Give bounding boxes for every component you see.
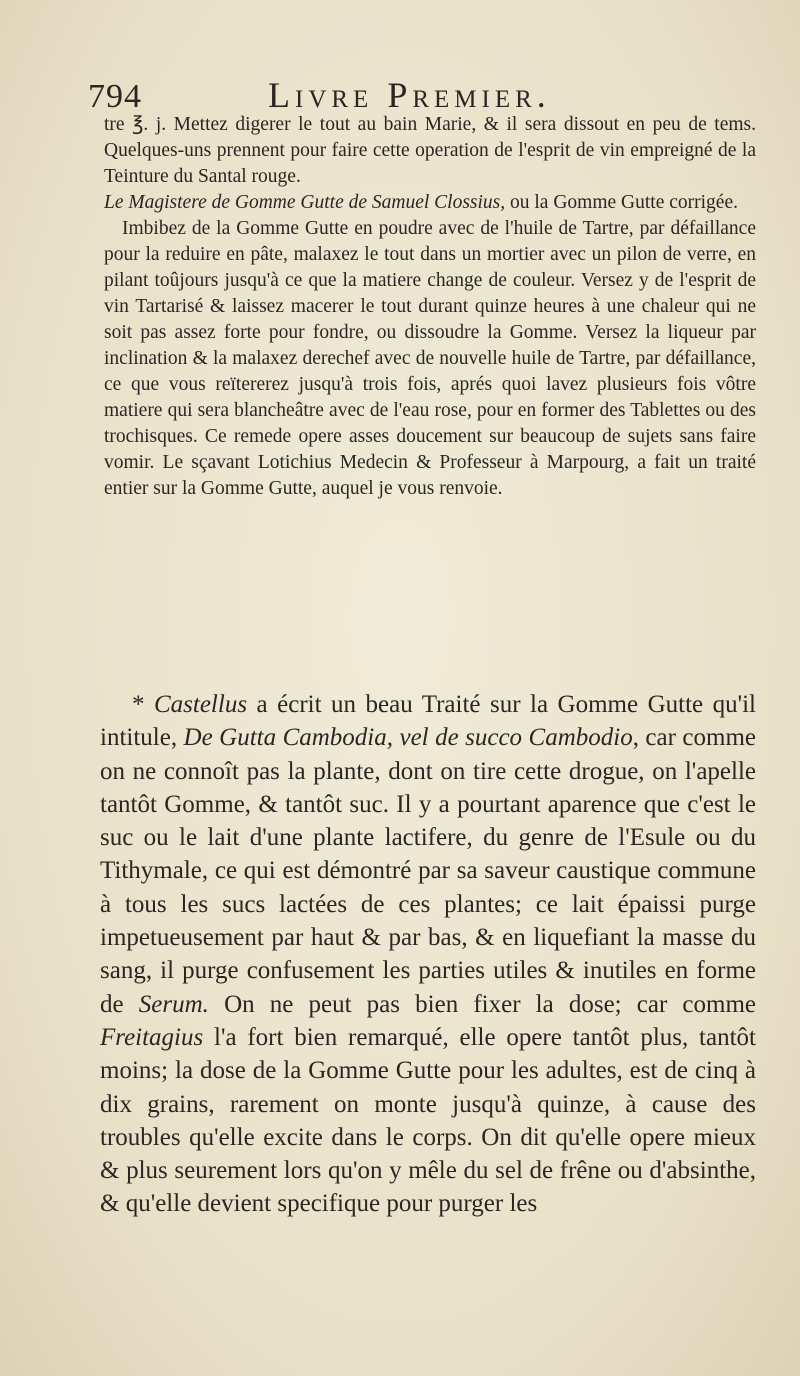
footnote-paragraph [100, 688, 756, 1221]
main-text [104, 112, 756, 502]
footnote-text-2: , car comme on ne connoît pas la plante, dont on tire cette drogue, on l'apelle tantôt Gomme, & tantôt suc. Il y a pourtant aparence que c'est le suc ou le lait d'une plante lactifere, du genre de l'Esule ou du Tithymale, ce qui est démontré par sa saveur caustique commune à tous les sucs lactées de ces plantes; ce lait épaissi purge impetueusement par haut & par bas, & en liquefiant la masse du sang, il purge confusement les parties utiles & inutiles en forme de [100, 724, 756, 1018]
recipe-subtitle [104, 190, 756, 216]
footnote-book-title: De Gutta Cambodia, vel de succo Cambodio [183, 724, 633, 752]
page-number: 794 [88, 78, 142, 115]
footnote-text-1: a écrit un beau Traité sur la Gomme Gutte qu'il intitule, [100, 691, 757, 752]
footnote-freitagius: Freitagius [100, 1023, 204, 1051]
footnote-author: Castellus [153, 691, 248, 718]
recipe-subtitle-italic: Le Magistere de Gomme Gutte de Samuel Clossius, [104, 192, 506, 213]
paragraph-continuation: tre ℥. j. Mettez digerer le tout au bain Marie, & il sera dissout en peu de tems. Quelques-uns prennent pour faire cette operation de l'esprit de vin empreigné de la Teinture du Santal rouge. [104, 114, 756, 187]
paragraph-recipe: Imbibez de la Gomme Gutte en poudre avec de l'huile de Tartre, par défaillance pour la reduire en pâte, malaxez le tout dans un mortier avec un pilon de verre, en pilant toûjours jusqu'à ce que la matiere change de couleur. Versez y de l'esprit de vin Tartarisé & laissez macerer le tout durant quinze heures à une chaleur qui ne soit pas assez forte pour fondre, ou dissoudre la Gomme. Versez la liqueur par inclination & la malaxez derechef avec de nouvelle huile de Tartre, par défaillance, ce que vous reïtererez jusqu'à trois fois, aprés quoi lavez plusieurs fois vôtre matiere qui sera blancheâtre avec de l'eau rose, pour en former des Tablettes ou des trochisques. Ce remede opere asses doucement sur beaucoup de sujets sans faire vomir. Le sçavant Lotichius Medecin & Professeur à Marpourg, a fait un traité entier sur la Gomme Gutte, auquel je vous renvoie. [104, 218, 756, 499]
running-head: Livre Premier. [268, 75, 551, 115]
footnote-serum: Serum. [138, 990, 209, 1018]
recipe-subtitle-roman: ou la Gomme Gutte corrigée. [510, 192, 738, 213]
footnote-mark: * [132, 691, 145, 718]
footnote-text-4: l'a fort bien remarqué, elle opere tantôt plus, tantôt moins; la dose de la Gomme Gutte pour les adultes, est de cinq à dix grains, rarement on monte jusqu'à quinze, à cause des troubles qu'elle excite dans le corps. On dit qu'elle opere mieux & plus seurement lors qu'on y mêle du sel de frêne ou d'absinthe, & qu'elle devient specifique pour purger les [100, 1023, 756, 1218]
footnote [100, 688, 756, 1221]
footnote-text-3: On ne peut pas bien fixer la dose; car comme [224, 990, 757, 1018]
